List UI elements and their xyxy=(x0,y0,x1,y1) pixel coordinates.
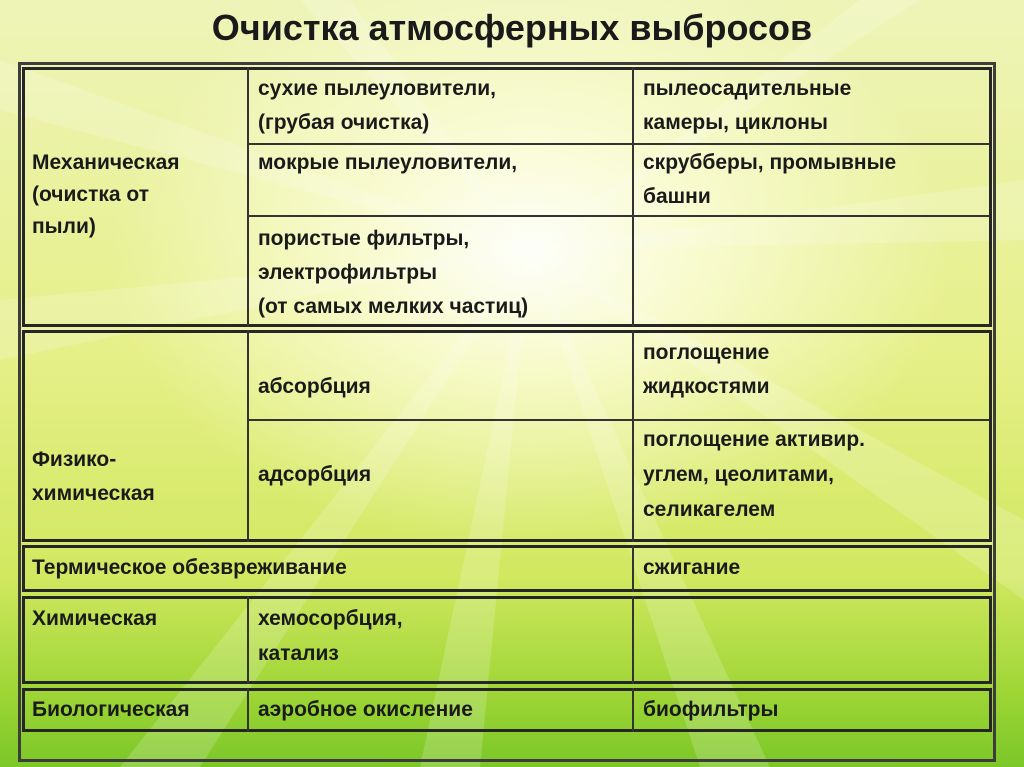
device-cell: поглощение активир. xyxy=(643,428,865,451)
row-label-biological: Биологическая xyxy=(32,698,190,721)
block-chemical xyxy=(22,596,992,684)
row-label-mechanical-1: Механическая xyxy=(32,151,180,174)
device-cell: камеры, циклоны xyxy=(643,111,828,134)
row-label-physico-chemical-2: химическая xyxy=(32,482,155,505)
method-cell: электрофильтры xyxy=(258,261,438,284)
device-cell: углем, цеолитами, xyxy=(643,463,834,486)
device-cell: биофильтры xyxy=(643,698,779,721)
device-cell: башни xyxy=(643,185,711,208)
row-label-physico-chemical-1: Физико- xyxy=(32,448,117,471)
divider xyxy=(247,215,989,217)
method-cell: хемосорбция, xyxy=(258,607,403,630)
method-cell: сухие пылеуловители, xyxy=(258,77,496,100)
method-cell: пористые фильтры, xyxy=(258,227,470,250)
divider xyxy=(632,688,634,732)
device-cell: селикагелем xyxy=(643,498,776,521)
method-cell: мокрые пылеуловители, xyxy=(258,151,518,174)
method-cell: абсорбция xyxy=(258,375,371,398)
divider xyxy=(632,596,634,684)
block-mechanical xyxy=(22,67,992,327)
device-cell: скрубберы, промывные xyxy=(643,151,897,174)
divider xyxy=(247,143,989,145)
divider xyxy=(632,330,634,542)
device-cell: сжигание xyxy=(643,556,741,579)
row-label-mechanical-3: пыли) xyxy=(32,215,96,238)
divider xyxy=(247,688,249,732)
method-cell: (грубая очистка) xyxy=(258,111,430,134)
method-cell: катализ xyxy=(258,642,339,665)
device-cell: жидкостями xyxy=(643,375,770,398)
method-cell: аэробное окисление xyxy=(258,698,473,721)
divider xyxy=(247,67,249,327)
divider xyxy=(247,596,249,684)
device-cell: пылеосадительные xyxy=(643,77,852,100)
method-cell: адсорбция xyxy=(258,463,372,486)
row-label-thermal: Термическое обезвреживание xyxy=(32,556,347,579)
row-label-mechanical-2: (очистка от xyxy=(32,183,149,206)
device-cell: поглощение xyxy=(643,341,770,364)
divider xyxy=(247,419,989,421)
method-cell: (от самых мелких частиц) xyxy=(258,295,529,318)
row-label-chemical: Химическая xyxy=(32,607,158,630)
divider xyxy=(632,545,634,592)
divider xyxy=(247,330,249,542)
page-title: Очистка атмосферных выбросов xyxy=(211,7,813,48)
divider xyxy=(632,67,634,327)
